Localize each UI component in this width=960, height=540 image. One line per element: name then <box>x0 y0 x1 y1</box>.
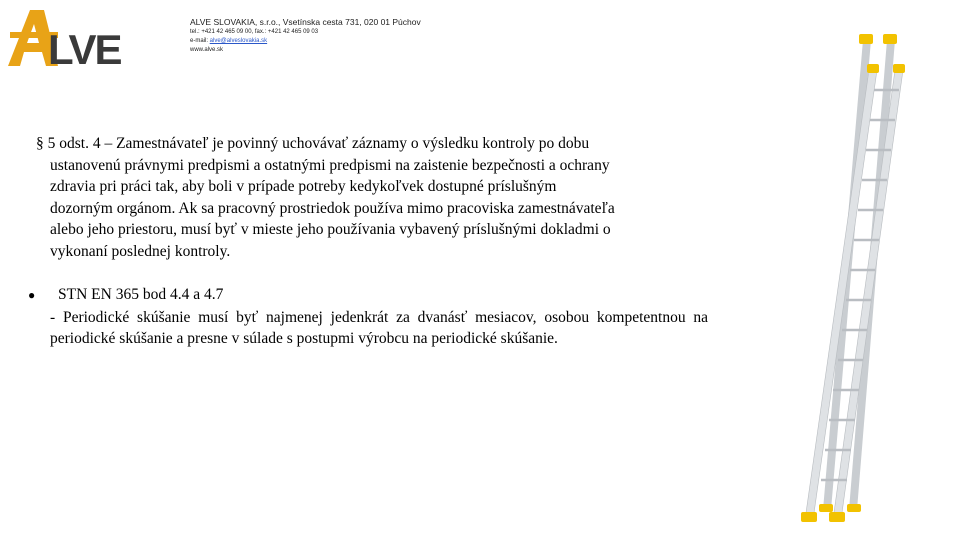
company-name: ALVE SLOVAKIA, s.r.o., Vsetínska cesta 731, 020 01 Púchov <box>190 17 421 27</box>
paragraph-line: dozorným orgánom. Ak sa pracovný prostriedok používa mimo pracoviska zamestnávateľa <box>50 199 615 217</box>
paragraph-line: vykonaní poslednej kontroly. <box>50 242 231 260</box>
logo-wordmark: LVE <box>48 26 121 68</box>
bullet-dot-icon: ● <box>28 288 36 302</box>
standard-bullet <box>28 284 708 350</box>
email-link[interactable]: alve@alveslovakia.sk <box>209 38 268 44</box>
paragraph-line: ustanovenú právnymi predpismi a ostatnými predpismi na zaistenie bezpečnosti a ochrany <box>50 156 610 174</box>
paragraph-line: § 5 odst. 4 – Zamestnávateľ je povinný uchovávať záznamy o výsledku kontroly po dobu <box>36 135 590 152</box>
company-website: www.alve.sk <box>190 47 224 53</box>
alve-logo <box>8 8 148 68</box>
bullet-title-line <box>28 284 708 307</box>
company-header <box>190 16 421 55</box>
paragraph-line: alebo jeho priestoru, musí byť v mieste jeho používania vybavený príslušnými dokladmi o <box>50 221 611 239</box>
bullet-title: STN EN 365 bod 4.4 a 4.7 <box>58 286 224 303</box>
bullet-description: - Periodické skúšanie musí byť najmenej jedenkrát za dvanásť mesiacov, osobou kompetentnou na periodické skúšanie a presne v súlade s postupmi výrobcu na periodické skúšanie. <box>50 308 708 348</box>
company-email-line <box>190 37 421 46</box>
email-label: e-mail: <box>190 38 210 44</box>
regulation-paragraph <box>36 133 716 263</box>
company-phone-fax: tel.: +421 42 465 09 00, fax.: +421 42 465 09 03 <box>190 29 319 35</box>
paragraph-line: zdravia pri práci tak, aby boli v prípade potreby kedykoľvek dostupné príslušným <box>50 178 557 196</box>
ladder-illustration <box>795 30 905 530</box>
